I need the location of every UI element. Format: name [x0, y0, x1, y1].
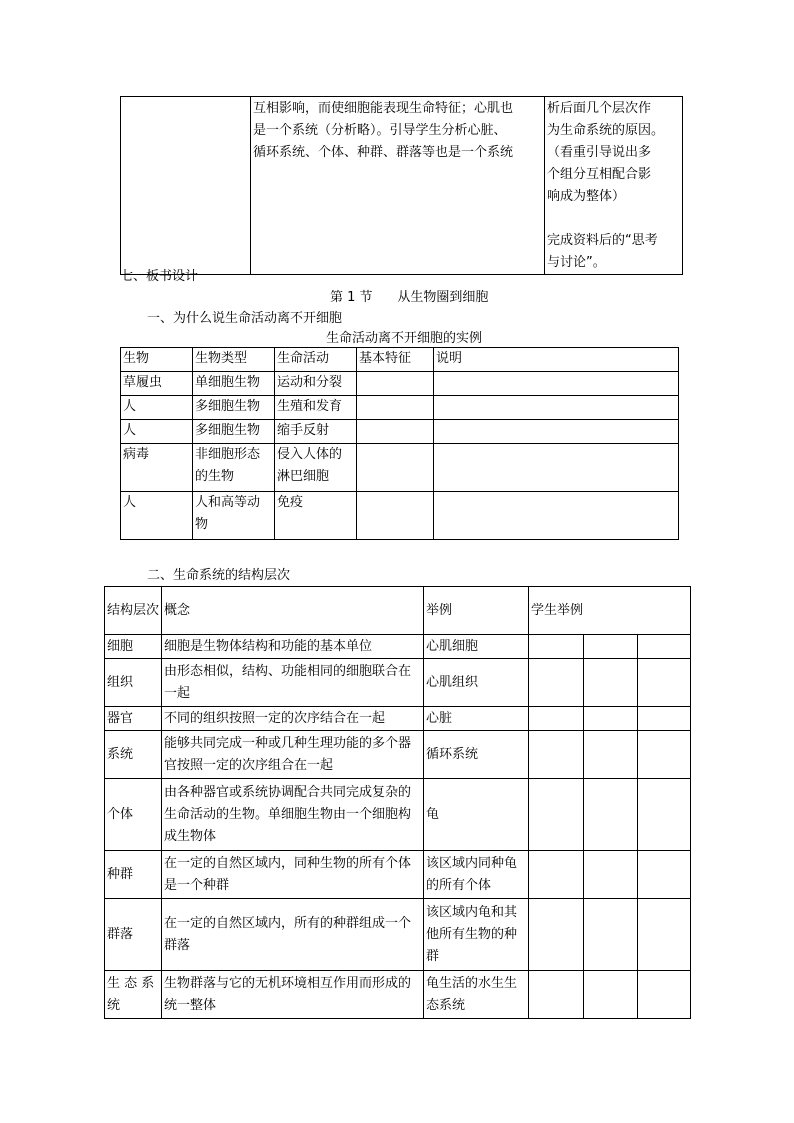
part-2-heading: 二、生命系统的结构层次 [147, 568, 291, 583]
table-cell: 人 [121, 396, 193, 420]
table-cell [357, 492, 434, 540]
table-cell: 运动和分裂 [275, 372, 357, 396]
table-row [105, 971, 691, 1019]
table-cell: 在一定的自然区域内，同种生物的所有个体是一个种群 [162, 851, 424, 899]
table-cell: 组织 [105, 659, 162, 707]
top-table-task: 完成资料后的“思考 与讨论”。 [547, 233, 658, 270]
table2-header: 学生举例 [529, 587, 691, 635]
table-cell: 免疫 [275, 492, 357, 540]
top-table-note: 析后面几个层次作 为生命系统的原因。 （看重引导说出多 个组分互相配合影 响成为整体） [547, 101, 665, 204]
student-example-cell [638, 851, 691, 899]
table-cell: 人 [121, 492, 193, 540]
student-example-cell [529, 851, 584, 899]
table-cell: 龟生活的水生生态系统 [424, 971, 529, 1019]
life-activity-table [120, 347, 679, 540]
table-cell: 由形态相似，结构、功能相同的细胞联合在一起 [162, 659, 424, 707]
table-row [105, 899, 691, 971]
student-example-cell [529, 779, 584, 851]
table-cell: 单细胞生物 [193, 372, 275, 396]
top-table-cell-1 [121, 97, 251, 275]
student-example-cell [638, 899, 691, 971]
table-cell [434, 396, 679, 420]
table-cell: 草履虫 [121, 372, 193, 396]
table1-caption: 生命活动离不开细胞的实例 [326, 331, 483, 346]
table-row [105, 779, 691, 851]
table-cell [434, 492, 679, 540]
student-example-cell [584, 659, 638, 707]
table1-header: 基本特征 [357, 348, 434, 372]
table-row [105, 851, 691, 899]
table1-header-row [121, 348, 679, 372]
table-cell: 生物群落与它的无机环境相互作用而形成的统一整体 [162, 971, 424, 1019]
table-cell: 个体 [105, 779, 162, 851]
table-cell [434, 420, 679, 444]
table-cell: 在一定的自然区域内，所有的种群组成一个群落 [162, 899, 424, 971]
student-example-cell [584, 899, 638, 971]
student-example-cell [638, 779, 691, 851]
table2-header: 结构层次 [105, 587, 162, 635]
student-example-cell [638, 707, 691, 731]
table-cell: 非细胞形态的生物 [193, 444, 275, 492]
table-cell: 生 态 系统 [105, 971, 162, 1019]
table-cell: 心肌细胞 [424, 635, 529, 659]
table-cell: 系统 [105, 731, 162, 779]
student-example-cell [638, 971, 691, 1019]
table-cell [357, 444, 434, 492]
table-cell [357, 372, 434, 396]
top-table-text: 互相影响，而使细胞能表现生命特征；心肌也 是一个系统（分析略）。引导学生分析心脏、 循环系统、个体、种群、群落等也是一个系统 [253, 101, 514, 160]
table-cell: 缩手反射 [275, 420, 357, 444]
table-cell: 群落 [105, 899, 162, 971]
student-example-cell [638, 635, 691, 659]
student-example-cell [529, 707, 584, 731]
table2-header: 举例 [424, 587, 529, 635]
top-table [120, 96, 683, 275]
table2-header: 概念 [162, 587, 424, 635]
table-row [121, 420, 679, 444]
section-heading-7: 七、板书设计 [120, 269, 199, 284]
table-row [121, 396, 679, 420]
student-example-cell [584, 731, 638, 779]
table-cell [434, 372, 679, 396]
table-cell: 由各种器官或系统协调配合共同完成复杂的生命活动的生物。单细胞生物由一个细胞构成生物体 [162, 779, 424, 851]
student-example-cell [638, 731, 691, 779]
table-row [105, 659, 691, 707]
student-example-cell [529, 659, 584, 707]
table-cell [357, 396, 434, 420]
lesson-title: 第 1 节 从生物圈到细胞 [330, 290, 489, 305]
table-cell: 细胞 [105, 635, 162, 659]
student-example-cell [584, 779, 638, 851]
table-cell: 不同的组织按照一定的次序结合在一起 [162, 707, 424, 731]
table-cell: 种群 [105, 851, 162, 899]
table-row [105, 707, 691, 731]
student-example-cell [584, 707, 638, 731]
table-cell [357, 420, 434, 444]
table1-header: 生物类型 [193, 348, 275, 372]
part-1-heading: 一、为什么说生命活动离不开细胞 [147, 311, 343, 326]
table-cell: 心肌组织 [424, 659, 529, 707]
table-cell: 人 [121, 420, 193, 444]
table-cell: 人和高等动物 [193, 492, 275, 540]
table-cell: 循环系统 [424, 731, 529, 779]
table-cell: 多细胞生物 [193, 420, 275, 444]
table-cell: 能够共同完成一种或几种生理功能的多个器官按照一定的次序组合在一起 [162, 731, 424, 779]
table-cell: 龟 [424, 779, 529, 851]
table-cell: 该区域内龟和其他所有生物的种群 [424, 899, 529, 971]
table-cell: 病毒 [121, 444, 193, 492]
table1-header: 生物 [121, 348, 193, 372]
student-example-cell [529, 971, 584, 1019]
table-cell: 心脏 [424, 707, 529, 731]
student-example-cell [584, 635, 638, 659]
table1-header: 生命活动 [275, 348, 357, 372]
student-example-cell [638, 659, 691, 707]
structure-level-table [104, 586, 691, 1019]
table-cell: 侵入人体的淋巴细胞 [275, 444, 357, 492]
table-cell: 细胞是生物体结构和功能的基本单位 [162, 635, 424, 659]
table-cell [434, 444, 679, 492]
table-row [105, 635, 691, 659]
table-row [105, 731, 691, 779]
table-cell: 器官 [105, 707, 162, 731]
table-cell: 多细胞生物 [193, 396, 275, 420]
student-example-cell [529, 635, 584, 659]
top-table-cell-3 [545, 97, 683, 275]
table-row [121, 444, 679, 492]
student-example-cell [529, 731, 584, 779]
student-example-cell [584, 851, 638, 899]
table-row [121, 492, 679, 540]
top-table-cell-2 [251, 97, 545, 275]
student-example-cell [529, 899, 584, 971]
table-row [121, 372, 679, 396]
table2-header-row [105, 587, 691, 635]
student-example-cell [584, 971, 638, 1019]
table-cell: 该区域内同种龟的所有个体 [424, 851, 529, 899]
table1-header: 说明 [434, 348, 679, 372]
table-cell: 生殖和发育 [275, 396, 357, 420]
